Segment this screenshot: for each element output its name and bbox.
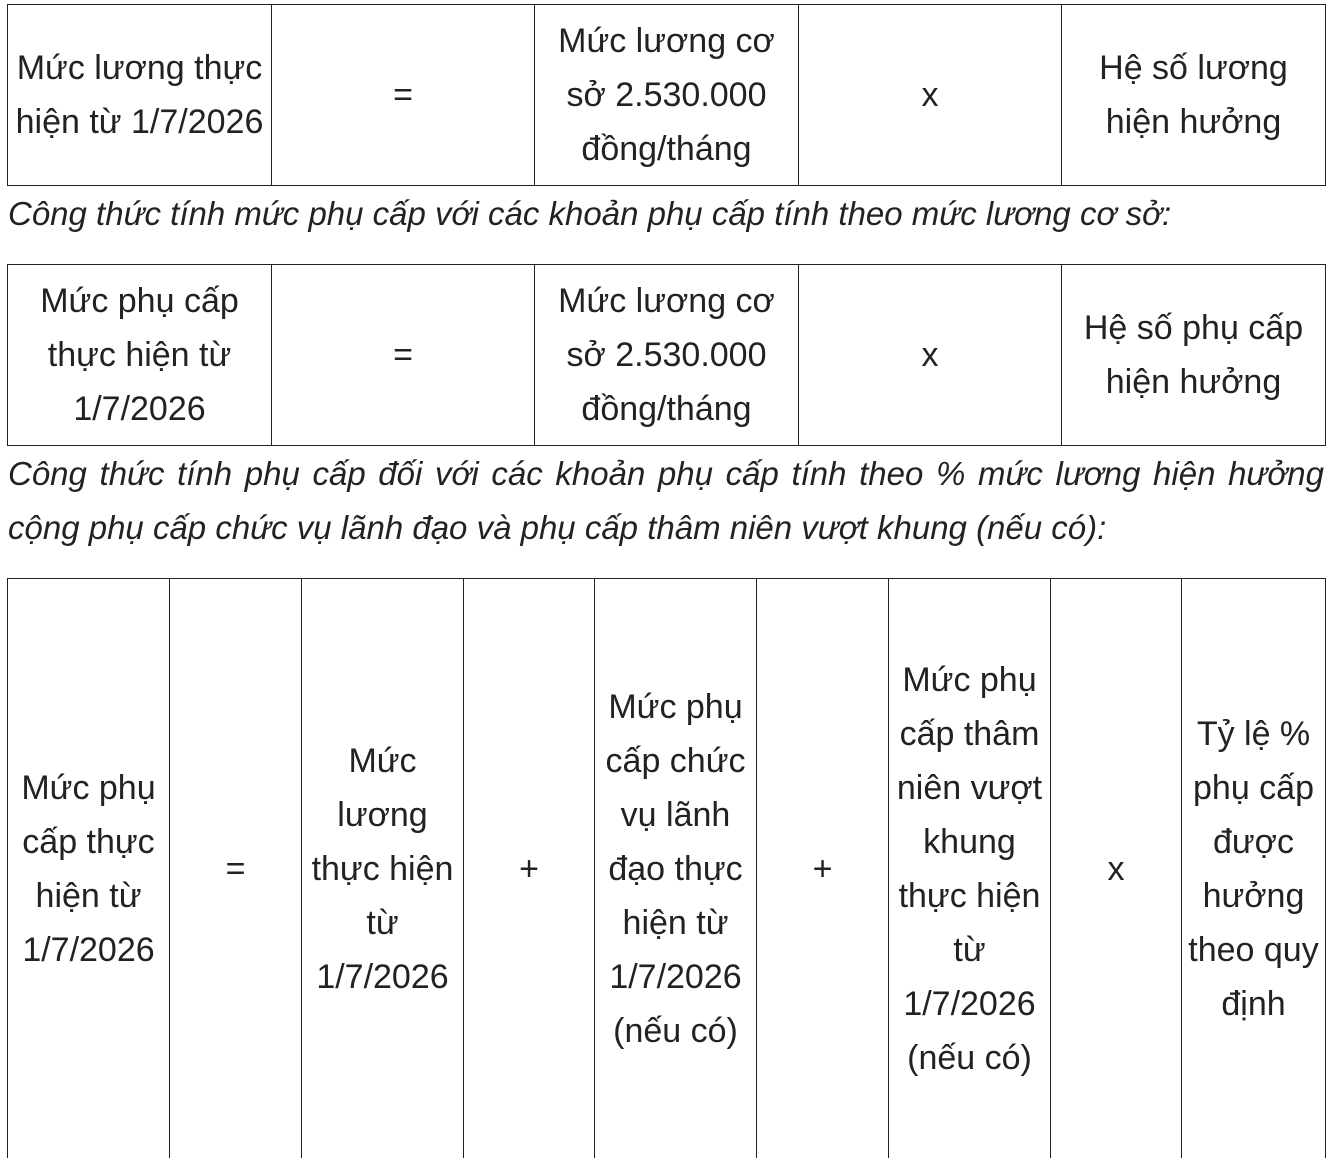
result-term-cell: Mức lương thực hiện từ 1/7/2026 xyxy=(8,5,272,186)
base-salary-cell: Mức lương cơ sở 2.530.000 đồng/tháng xyxy=(535,5,799,186)
base-salary-formula-table xyxy=(7,4,1326,186)
allowance-percent-caption: Công thức tính phụ cấp đối với các khoản phụ cấp tính theo % mức lương hiện hưởng cộng phụ cấp chức vụ lãnh đạo và phụ cấp thâm niên vượt khung (nếu có): xyxy=(8,447,1324,555)
multiply-operator-cell: x xyxy=(799,5,1062,186)
coefficient-cell: Hệ số lương hiện hưởng xyxy=(1062,5,1326,186)
multiply-operator-cell: x xyxy=(1051,579,1182,1158)
base-salary-cell: Mức lương cơ sở 2.530.000 đồng/tháng xyxy=(535,265,799,446)
table-row xyxy=(8,5,1326,186)
allowance-base-caption: Công thức tính mức phụ cấp với các khoản phụ cấp tính theo mức lương cơ sở: xyxy=(8,187,1324,241)
percentage-rate-cell: Tỷ lệ % phụ cấp được hưởng theo quy định xyxy=(1182,579,1326,1158)
equals-operator-cell: = xyxy=(272,265,535,446)
plus-operator-cell: + xyxy=(757,579,889,1158)
plus-operator-cell: + xyxy=(464,579,595,1158)
allowance-percent-formula-table xyxy=(7,578,1326,1158)
result-term-cell: Mức phụ cấp thực hiện từ 1/7/2026 xyxy=(8,579,170,1158)
result-term-cell: Mức phụ cấp thực hiện từ 1/7/2026 xyxy=(8,265,272,446)
equals-operator-cell: = xyxy=(272,5,535,186)
salary-term-cell: Mức lương thực hiện từ 1/7/2026 xyxy=(302,579,464,1158)
table-row xyxy=(8,579,1326,1158)
allowance-base-formula-table xyxy=(7,264,1326,446)
equals-operator-cell: = xyxy=(170,579,302,1158)
coefficient-cell: Hệ số phụ cấp hiện hưởng xyxy=(1062,265,1326,446)
table-row xyxy=(8,265,1326,446)
multiply-operator-cell: x xyxy=(799,265,1062,446)
seniority-allowance-cell: Mức phụ cấp thâm niên vượt khung thực hiện từ 1/7/2026 (nếu có) xyxy=(889,579,1051,1158)
leadership-allowance-cell: Mức phụ cấp chức vụ lãnh đạo thực hiện từ 1/7/2026 (nếu có) xyxy=(595,579,757,1158)
